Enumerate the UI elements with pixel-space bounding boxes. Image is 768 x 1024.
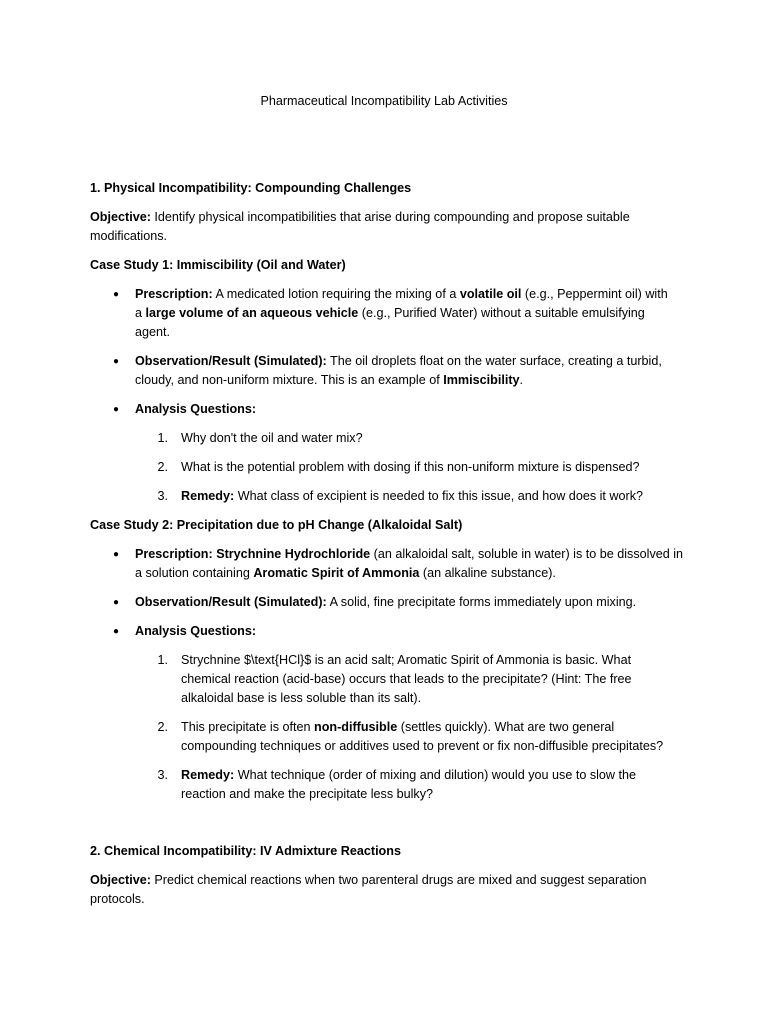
bullet-icon: ● — [113, 289, 120, 300]
list-number: 1. — [157, 653, 168, 667]
question-text: compounding techniques or additives used to prevent or fix non-diffusible precipitates? — [181, 739, 664, 753]
question-text: This precipitate is often non-diffusible (settles quickly). What are two general — [181, 720, 615, 734]
question-text: Remedy: What class of excipient is needed to fix this issue, and how does it work? — [181, 489, 644, 503]
bullet-icon: ● — [113, 356, 120, 367]
list-number: 1. — [157, 431, 168, 445]
list-number: 3. — [157, 489, 168, 503]
bullet-text: a solution containing Aromatic Spirit of Ammonia (an alkaline substance). — [135, 566, 556, 580]
bullet-text: Prescription: A medicated lotion requiring the mixing of a volatile oil (e.g., Peppermint oil) with — [135, 287, 668, 301]
bullet-icon: ● — [113, 404, 120, 415]
section-heading: 1. Physical Incompatibility: Compounding Challenges — [90, 181, 412, 195]
bullet-text: Observation/Result (Simulated): A solid, fine precipitate forms immediately upon mixing. — [135, 595, 637, 609]
question-text: Strychnine $\text{HCl}$ is an acid salt; Aromatic Spirit of Ammonia is basic. What — [181, 653, 632, 667]
bullet-icon: ● — [113, 597, 120, 608]
page-title: Pharmaceutical Incompatibility Lab Activities — [260, 94, 508, 108]
objective-line: Objective: Predict chemical reactions when two parenteral drugs are mixed and suggest separation — [90, 873, 647, 887]
list-number: 2. — [157, 460, 168, 474]
bullet-text: a large volume of an aqueous vehicle (e.g., Purified Water) without a suitable emulsifying — [135, 306, 645, 320]
objective-line: modifications. — [90, 229, 167, 243]
question-text: chemical reaction (acid-base) occurs that leads to the precipitate? (Hint: The free — [181, 672, 632, 686]
case-study-heading: Case Study 1: Immiscibility (Oil and Water) — [90, 258, 346, 272]
question-text: Remedy: What technique (order of mixing and dilution) would you use to slow the — [181, 768, 637, 782]
list-number: 2. — [157, 720, 168, 734]
bullet-text: Analysis Questions: — [135, 402, 257, 416]
bullet-text: cloudy, and non-uniform mixture. This is an example of Immiscibility. — [135, 373, 524, 387]
question-text: Why don't the oil and water mix? — [181, 431, 363, 445]
section-heading: 2. Chemical Incompatibility: IV Admixture Reactions — [90, 844, 401, 858]
bullet-text: Analysis Questions: — [135, 624, 257, 638]
question-text: What is the potential problem with dosing if this non-uniform mixture is dispensed? — [181, 460, 640, 474]
bullet-text: agent. — [135, 325, 171, 339]
objective-line: protocols. — [90, 892, 145, 906]
objective-line: Objective: Identify physical incompatibilities that arise during compounding and propose suitable — [90, 210, 630, 224]
question-text: alkaloidal base is less soluble than its salt). — [181, 691, 422, 705]
bullet-icon: ● — [113, 549, 120, 560]
case-study-heading: Case Study 2: Precipitation due to pH Change (Alkaloidal Salt) — [90, 518, 463, 532]
bullet-text: Observation/Result (Simulated): The oil droplets float on the water surface, creating a turbid, — [135, 354, 662, 368]
question-text: reaction and make the precipitate less bulky? — [181, 787, 434, 801]
list-number: 3. — [157, 768, 168, 782]
bullet-text: Prescription: Strychnine Hydrochloride (an alkaloidal salt, soluble in water) is to be dissolved in — [135, 547, 684, 561]
bullet-icon: ● — [113, 626, 120, 637]
